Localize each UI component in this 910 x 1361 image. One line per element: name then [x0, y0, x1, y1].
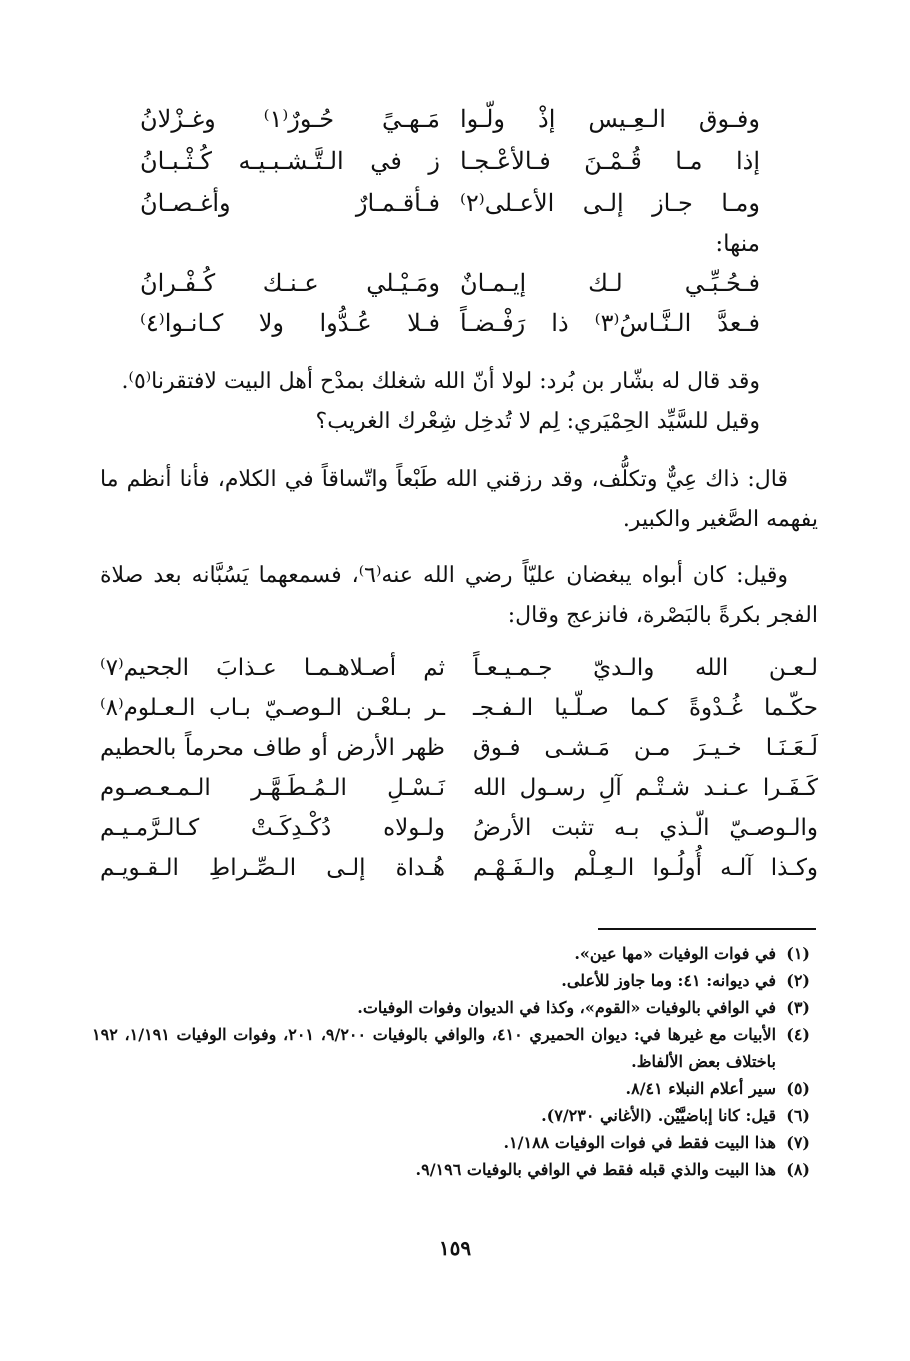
- footnote-number: (٦): [786, 1106, 810, 1125]
- second-hemistich: ظهر الأرض أو طاف محرماً بالحطيم: [100, 735, 445, 761]
- verse-line: [100, 808, 818, 848]
- prose-paragraph: وقيل: كان أبواه يبغضان عليّاً رضي الله عنه⁽٦⁾، فسمعهما يَسُبَّانه بعد صلاة الفجر بكرةً بالبَصْرة، فانزعج وقال:: [100, 563, 818, 628]
- footnote: [92, 967, 810, 994]
- footnote-number: (٣): [786, 998, 810, 1017]
- footnote-text: هذا البيت والذي قبله فقط في الوافي بالوفيات ٩/١٩٦.: [415, 1160, 776, 1179]
- footnote: [92, 1129, 810, 1156]
- footnote-divider: [598, 928, 816, 930]
- first-hemistich: وكـذا آلـه أُولُـوا الـعِـلْم والـفَـهْـم: [473, 855, 818, 881]
- footnote-text: الأبيات مع غيرها في: ديوان الحميري ٤١٠، والوافي بالوفيات ٩/٢٠٠، ٢٠١، وفوات الوفيات ١/١٩١، ١٩٢ باختلاف بعض الألفاظ.: [92, 1025, 777, 1071]
- verse-line: [100, 728, 818, 768]
- second-hemistich: ولـولاه دُكْـدِكَـتْ كـالـرَّمـيـم: [100, 815, 445, 841]
- verse-line: [140, 302, 760, 344]
- footnote-number: (٢): [786, 971, 810, 990]
- footnote-text: في ديوانه: ٤١: وما جاوز للأعلى.: [561, 971, 776, 990]
- footnote-number: (٤): [786, 1025, 810, 1044]
- first-hemistich: لـعـن الله والـديّ جـمـيـعـاً: [473, 655, 818, 681]
- footnote-text: في فوات الوفيات «مها عين».: [574, 944, 776, 963]
- verse-line: [140, 140, 760, 182]
- prose-paragraph: قال: ذاك عِيٌّ وتكلُّف، وقد رزقني الله طَبْعاً واتّساقاً في الكلام، فأنا أنظم ما يفهمه الصَّغير والكبير.: [100, 467, 818, 532]
- second-hemistich: فـلا عُـدُّوا ولا كـانـوا⁽٤⁾: [140, 309, 440, 337]
- footnote-text: قيل: كانا إباضيَّيْن. (الأغاني ٧/٢٣٠).: [541, 1106, 776, 1125]
- footnote: [92, 940, 810, 967]
- footnotes: [92, 940, 810, 1183]
- footnote-text: سير أعلام النبلاء ٨/٤١.: [625, 1079, 776, 1098]
- verse-line: [100, 648, 818, 688]
- footnote: [92, 1102, 810, 1129]
- first-hemistich: والـوصـيّ الّـذي بـه تثبت الأرضُ: [473, 815, 818, 841]
- first-hemistich: ومـا جـاز إلـى الأعـلى⁽٢⁾: [460, 189, 760, 217]
- first-hemistich: إذا مـا قُـمْـنَ فـالأعْـجـا: [460, 147, 760, 175]
- verse-line: [140, 182, 760, 224]
- page-number: ١٥٩: [438, 1236, 472, 1260]
- footnote-text: في الوافي بالوفيات «القوم»، وكذا في الديوان وفوات الوفيات.: [357, 998, 776, 1017]
- footnote-number: (٥): [786, 1079, 810, 1098]
- verse-line: [100, 848, 818, 888]
- footnote: [92, 1156, 810, 1183]
- second-hemistich: ثم أصـلاهـمـا عـذابَ الجحيم⁽٧⁾: [100, 655, 445, 681]
- second-hemistich: ز في الـتَّـشـبـيـه كُـثْـبـانُ: [140, 147, 440, 175]
- footnote-number: (٨): [786, 1160, 810, 1179]
- footnote: [92, 1021, 810, 1075]
- footnote-number: (١): [786, 944, 810, 963]
- verse-line: [140, 262, 760, 304]
- first-hemistich: كَـفَـرا عـنـد شـتْـم آلِ رسـول الله: [473, 775, 818, 801]
- first-hemistich: وفـوق الـعِـيس إذْ ولّـوا: [460, 105, 760, 133]
- first-hemistich: فـحُـبِّـي لـك إيـمـانٌ: [460, 269, 760, 297]
- prose-paragraph: وقد قال له بشّار بن بُرد: لولا أنّ الله شغلك بمدْح أهل البيت لافتقرنا⁽٥⁾.: [121, 369, 760, 394]
- footnote: [92, 1075, 810, 1102]
- footnote: [92, 994, 810, 1021]
- second-hemistich: فـأقـمـارٌ وأغـصـانُ: [140, 189, 440, 217]
- verse-line: [100, 768, 818, 808]
- second-hemistich: مَـهـيً حُـورٌ⁽١⁾ وغـزْلانُ: [140, 105, 440, 133]
- verse-line: [100, 688, 818, 728]
- second-hemistich: ـر بـلعْـن الـوصـيّ بـاب الـعـلوم⁽٨⁾: [100, 695, 445, 721]
- second-hemistich: ومَـيْـلي عـنـك كُـفْـرانُ: [140, 269, 440, 297]
- first-hemistich: لَـعَـنَـا خـيـرَ مـن مَـشـى فـوق: [473, 735, 818, 761]
- first-hemistich: فـعدَّ الـنَّـاسُ⁽٣⁾ ذا رَفْـضـاً: [460, 309, 760, 337]
- second-hemistich: نَـسْـلِ الـمُـطَـهَّـر الـمـعـصـوم: [100, 775, 445, 801]
- verse-line: [140, 98, 760, 140]
- first-hemistich: حكّـما غُـدْوةً كـما صـلّـيا الـفـجـ: [473, 695, 818, 721]
- footnote-text: هذا البيت فقط في فوات الوفيات ١/١٨٨.: [503, 1133, 776, 1152]
- section-label: منها:: [715, 231, 760, 257]
- footnote-number: (٧): [786, 1133, 810, 1152]
- prose-paragraph: وقيل للسَّيِّد الحِمْيَري: لِم لا تُدخِل شِعْرك الغريب؟: [315, 409, 760, 434]
- second-hemistich: هُـداة إلـى الـصِّـراطِ الـقـويـم: [100, 855, 445, 881]
